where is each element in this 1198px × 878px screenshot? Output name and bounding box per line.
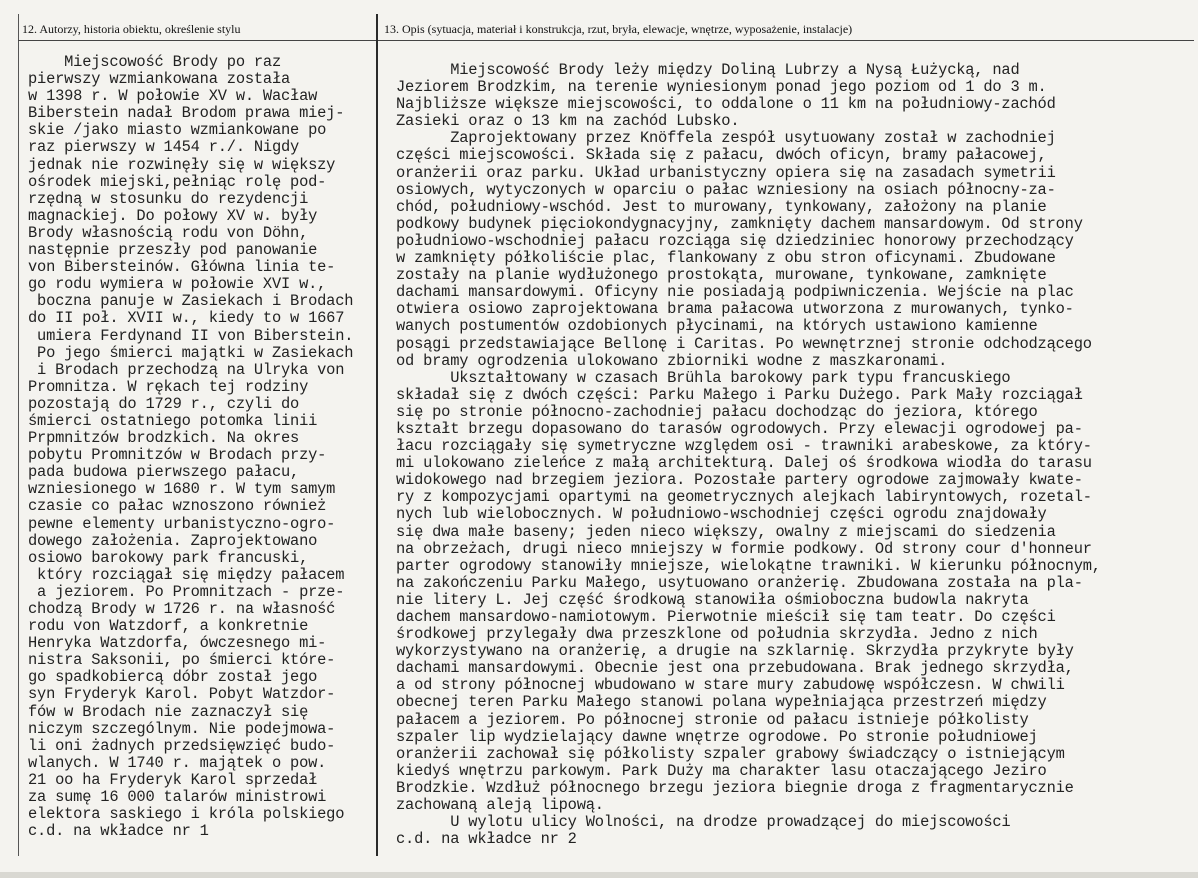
description-text-line: szpaler lip wydzielający dawne wnętrze ogrodowe. Po stronie południowej xyxy=(396,727,1038,746)
history-text-line: 21 oo ha Fryderyk Karol sprzedał xyxy=(28,770,318,789)
history-text-line: jednak nie rozwinęły się w większy xyxy=(28,155,336,174)
description-text-line: łacu rozciągały się symetryczne względem osi - trawniki arabeskowe, za który- xyxy=(396,437,1092,456)
history-text-line: czasie co pałac wznoszono również xyxy=(28,497,327,516)
description-text-line: posągi przedstawiające Bellonę i Caritas. Po wewnętrznej stronie odchodzącego xyxy=(396,334,1092,353)
column-divider xyxy=(376,14,378,856)
description-text-line: osiowych, wytyczonych w oparciu o pałac wzniesiony na osiach północny-za- xyxy=(396,180,1056,199)
description-text-line: od bramy ogrodzenia ulokowano zbiorniki wodne z maszkaronami. xyxy=(396,351,948,370)
history-text-line: von Bibersteinów. Główna linia te- xyxy=(28,258,336,277)
description-text-line: środkowej przylegały dwa przeszklone od południa skrzydła. Jedno z nich xyxy=(396,625,1038,644)
description-text-line: na obrzeżach, drugi nieco mniejszy w formie podkowy. Od strony cour d'honneur xyxy=(396,539,1092,558)
history-text-line: Henryka Watzdorfa, ówczesnego mi- xyxy=(28,634,327,653)
history-text-line: pozostają do 1729 r., czyli do xyxy=(28,394,300,413)
description-text-line: oranżerii oraz parku. Układ urbanistyczny opiera się na zasadach symetrii xyxy=(396,163,1056,182)
history-text-line: syn Fryderyk Karol. Pobyt Watzdor- xyxy=(28,685,336,704)
description-text-line: Ukształtowany w czasach Brühla barokowy park typu francuskiego xyxy=(396,368,1011,387)
history-text-line: umiera Ferdynand II von Biberstein. xyxy=(28,326,354,345)
description-text-line: części miejscowości. Składa się z pałacu, dwóch oficyn, bramy pałacowej, xyxy=(396,146,1047,165)
description-text-line: pałacem a jeziorem. Po północnej stronie od pałacu istnieje półkolisty xyxy=(396,710,1029,729)
description-text-line: ry z kompozycjami opartymi na geometrycznych alejkach labiryntowych, rozetal- xyxy=(396,488,1092,507)
history-text-line: pewne elementy urbanistyczno-ogro- xyxy=(28,514,336,533)
history-text-line: boczna panuje w Zasiekach i Brodach xyxy=(28,292,354,311)
description-text-line: kiedyś wnętrzu parkowym. Park Duży ma charakter lasu otaczającego Jeziro xyxy=(396,761,1047,780)
description-text-line: kształt brzegu dopasowano do tarasów ogrodowych. Przy elewacji ogrodowej pa- xyxy=(396,419,1083,438)
history-text-line: rzędną w stosunku do rezydencji xyxy=(28,189,309,208)
description-text-line: a od strony północnej wbudowano w stare mury zabudowę współczesn. W chwili xyxy=(396,676,1065,695)
history-text-line: do II poł. XVII w., kiedy to w 1667 xyxy=(28,309,345,328)
history-text-line: fów w Brodach nie zaznaczył się xyxy=(28,702,309,721)
history-text-line: li oni żadnych przedsięwzięć budo- xyxy=(28,736,336,755)
history-text-line: rodu von Watzdorf, a konkretnie xyxy=(28,617,309,636)
description-text-line: widokowego nad brzegiem jeziora. Pozostałe partery ogrodowe zajmowały kwate- xyxy=(396,471,1083,490)
history-text-line: c.d. na wkładce nr 1 xyxy=(28,822,209,841)
history-text-line: śmierci ostatniego potomka linii xyxy=(28,411,318,430)
description-text-line: zostały na planie wydłużonego prostokąta, murowane, tynkowane, zamknięte xyxy=(396,266,1047,285)
page-bottom-edge xyxy=(0,872,1198,878)
section-13-heading: 13. Opis (sytuacja, materiał i konstrukcja, rzut, bryła, elewacje, wnętrze, wyposażenie, instalacje) xyxy=(384,22,853,36)
history-text-line: i Brodach przechodzą na Ulryka von xyxy=(28,360,345,379)
history-text-line: za sumę 16 000 talarów ministrowi xyxy=(28,788,327,807)
history-text-line: nistra Saksonii, po śmierci które- xyxy=(28,651,336,670)
history-text-line: ośrodek miejski,pełniąc rolę pod- xyxy=(28,172,327,191)
description-text-line: Najbliższe większe miejscowości, to oddalone o 11 km na południowy-zachód xyxy=(396,95,1056,114)
history-text-line: wzniesionego w 1680 r. W tym samym xyxy=(28,480,336,499)
description-text-line: oranżerii zachował się półkolisty szpaler grabowy świadczący o istniejącym xyxy=(396,744,1065,763)
history-text-line: go spadkobiercą dóbr został jego xyxy=(28,668,318,687)
description-text-line: chód, południowy-wschód. Jest to murowany, tynkowany, założony na planie xyxy=(396,197,1047,216)
history-text-line: który rozciągał się między pałacem xyxy=(28,565,345,584)
history-text-line: Brody własnością rodu von Döhn, xyxy=(28,223,309,242)
history-text-line: go rodu wymiera w połowie XVI w., xyxy=(28,275,327,294)
history-text-line: następnie przeszły pod panowanie xyxy=(28,241,318,260)
history-text-line: wlanych. W 1740 r. majątek o pow. xyxy=(28,753,327,772)
history-text-line: chodzą Brody w 1726 r. na własność xyxy=(28,600,336,618)
history-text-line: Prpmnitzów brodzkich. Na okres xyxy=(28,429,300,448)
history-text-line: dowego założenia. Zaprojektowano xyxy=(28,531,318,550)
description-text-line: się dwa małe baseny; jeden nieco większy, owalny z miejscami do siedzenia xyxy=(396,522,1056,541)
description-text-line: zachowaną aleją lipową. xyxy=(396,796,604,815)
history-text-line: pobytu Promnitzów w Brodach przy- xyxy=(28,446,327,465)
description-text-line: Brodzkie. Wzdłuż północnego brzegu jeziora biegnie droga z fragmentarycznie xyxy=(396,778,1074,797)
description-text-line: na zakończeniu Parku Małego, usytuowano oranżerię. Zbudowana została na pla- xyxy=(396,573,1083,592)
description-text-line: Zasieki oraz o 13 km na zachód Lubsko. xyxy=(396,112,740,131)
history-text-line: w 1398 r. W połowie XV w. Wacław xyxy=(28,87,318,106)
description-text-line: parter ogrodowy stanowiły mniejsze, wielokątne trawniki. W kierunku północnym, xyxy=(396,556,1101,575)
history-text-line: Promnitza. W rękach tej rodziny xyxy=(28,377,309,396)
description-text-line: Miejscowość Brody leży między Doliną Lubrzy a Nysą Łużycką, nad xyxy=(396,61,1020,79)
description-text-line: dachem mansardowo-namiotowym. Pierwotnie mieścił się tam teatr. Do części xyxy=(396,608,1056,626)
history-text-line: Po jego śmierci majątki w Zasiekach xyxy=(28,343,354,362)
description-text-line: południowo-wschodniej pałacu rozciąga się dziedziniec honorowy przechodzący xyxy=(396,231,1074,250)
history-text-line: magnackiej. Do połowy XV w. były xyxy=(28,206,318,225)
description-text-line: się po stronie północno-zachodniej pałacu dochodząc do jeziora, którego xyxy=(396,402,1038,421)
history-text-line: pada budowa pierwszego pałacu, xyxy=(28,463,300,482)
description-text-line: składał się z dwóch części: Parku Małego i Parku Dużego. Park Mały rozciągał xyxy=(396,385,1083,404)
description-text-line: Jeziorem Brodzkim, na terenie wyniesionym ponad jego poziom od 1 do 3 m. xyxy=(396,78,1047,97)
history-text-line: raz pierwszy w 1454 r./. Nigdy xyxy=(28,138,300,157)
description-text-line: obecnej teren Parku Małego stanowi polana wypełniająca przestrzeń między xyxy=(396,693,1047,712)
history-text-line: Miejscowość Brody po raz xyxy=(28,53,282,71)
description-text-line: Zaprojektowany przez Knöffela zespół usytuowany został w zachodniej xyxy=(396,129,1056,148)
description-text-line: wykorzystywano na oranżerię, a drugie na szklarnię. Skrzydła przykryte były xyxy=(396,642,1074,661)
description-text-line: U wylotu ulicy Wolności, na drodze prowadzącej do miejscowości xyxy=(396,813,1011,832)
description-text-line: mi ulokowano zieleńce z małą architekturą. Dalej oś środkowa wiodła do tarasu xyxy=(396,454,1092,473)
description-text-column xyxy=(396,62,1101,848)
history-text-line: skie /jako miasto wzmiankowane po xyxy=(28,121,327,140)
history-text-line: niczym szczególnym. Nie podejmowa- xyxy=(28,719,336,738)
description-text-line: w zamknięty półkoliście plac, flankowany z obu stron oficynami. Zbudowane xyxy=(396,249,1056,268)
description-text-line: dachami mansardowymi. Obecnie jest ona przebudowana. Brak jednego skrzydła, xyxy=(396,659,1074,678)
description-text-line: podkowy budynek pięciokondygnacyjny, zamknięty dachem mansardowym. Od strony xyxy=(396,214,1083,233)
history-text-line: pierwszy wzmiankowana została xyxy=(28,70,291,89)
description-text-line: otwiera osiowo zaprojektowana brama pałacowa utworzona z murowanych, tynko- xyxy=(396,300,1074,319)
history-text-line: Biberstein nadał Brodom prawa miej- xyxy=(28,104,345,123)
description-text-line: dachami mansardowymi. Oficyny nie posiadają podpiwniczenia. Wejście na plac xyxy=(396,283,1074,302)
section-12-heading: 12. Autorzy, historia obiektu, określenie stylu xyxy=(22,22,241,36)
description-text-line: c.d. na wkładce nr 2 xyxy=(396,830,577,849)
history-text-line: elektora saskiego i króla polskiego xyxy=(28,805,345,824)
history-text-line: osiowo barokowy park francuski, xyxy=(28,548,309,567)
history-text-line: a jeziorem. Po Promnitzach - prze- xyxy=(28,582,345,601)
description-text-line: wanych postumentów ozdobionych płycinami, na których ustawiono kamienne xyxy=(396,317,1038,336)
description-text-line: nych lub wielobocznych. W południowo-wschodniej części ogrodu znajdowały xyxy=(396,505,1047,524)
description-text-line: nie litery L. Jej część środkową stanowiła ośmioboczna budowla nakryta xyxy=(396,590,1029,609)
header-divider xyxy=(18,40,1194,41)
history-text-column xyxy=(28,54,353,840)
left-border xyxy=(18,14,19,856)
